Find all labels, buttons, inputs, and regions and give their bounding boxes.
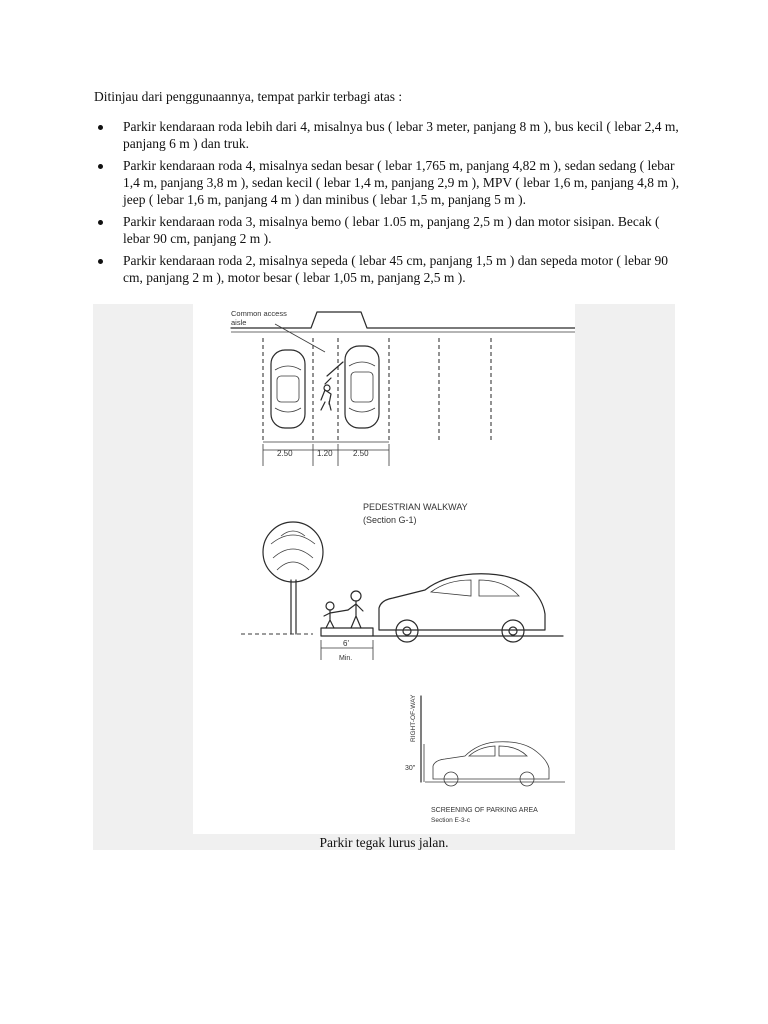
dimension-right-label: 2.50 — [353, 449, 369, 458]
tree-icon — [263, 522, 323, 634]
list-item — [94, 252, 680, 286]
dimension-left-label: 2.50 — [277, 449, 293, 458]
list-item-text: Parkir kendaraan roda lebih dari 4, misalnya bus ( lebar 3 meter, panjang 8 m ), bus kecil ( lebar 2,4 m, panjang 6 m ) dan truk. — [123, 119, 679, 151]
walkway-curb — [321, 628, 373, 636]
figure-caption: Parkir tegak lurus jalan. — [319, 835, 449, 850]
adult-figure-icon — [348, 591, 363, 628]
screening-section-label: Section E-3-c — [431, 817, 471, 824]
screen-height-label: 30" — [405, 765, 416, 772]
walkway-section-label: (Section G-1) — [363, 515, 417, 525]
right-of-way-label: RIGHT-OF-WAY — [410, 694, 417, 742]
walkway-section-view — [241, 502, 563, 662]
list-item-text: Parkir kendaraan roda 2, misalnya sepeda ( lebar 45 cm, panjang 1,5 m ) dan sepeda motor ( lebar 90 cm, panjang 2 m ), motor besar ( lebar 1,05 m, panjang 2,5 m ). — [123, 253, 669, 285]
parking-drawing-svg — [193, 304, 575, 834]
plan-label-line2: aisle — [231, 318, 247, 327]
child-figure-icon — [324, 602, 348, 628]
screening-section-view — [405, 694, 565, 824]
list-item-text: Parkir kendaraan roda 4, misalnya sedan besar ( lebar 1,765 m, panjang 4,82 m ), sedan sedang ( lebar 1,4 m, panjang 3,8 m ), sedan kecil ( lebar 1,4 m, panjang 2,9 m ), MPV ( lebar 1,6 m, panjang 4,8 m ), jeep ( lebar 1,6 m, panjang 4 m ) dan minibus ( lebar 1,5 m, panjang 5 m ). — [123, 158, 680, 207]
car-side-view — [433, 742, 549, 786]
walkway-dimension-label: 6' — [343, 639, 349, 648]
bullet-dot-icon — [98, 259, 103, 264]
figure-panel — [93, 304, 675, 850]
parking-plan-view — [231, 309, 575, 466]
list-item — [94, 157, 680, 208]
list-item-text: Parkir kendaraan roda 3, misalnya bemo ( lebar 1.05 m, panjang 2,5 m ) dan motor sisipan. Becak ( lebar 90 cm, panjang 2 m ). — [123, 214, 660, 246]
walkway-title: PEDESTRIAN WALKWAY — [363, 502, 468, 512]
bullet-dot-icon — [98, 220, 103, 225]
car-top-view — [271, 350, 305, 428]
plan-label-line1: Common access — [231, 309, 287, 318]
car-top-view — [345, 346, 379, 428]
bullet-dot-icon — [98, 164, 103, 169]
screening-title: SCREENING OF PARKING AREA — [431, 807, 538, 814]
dimension-middle-label: 1.20 — [317, 449, 333, 458]
intro-paragraph: Ditinjau dari penggunaannya, tempat parkir terbagi atas : — [94, 89, 403, 104]
list-item — [94, 118, 680, 152]
list-item — [94, 213, 680, 247]
car-side-view — [379, 574, 545, 642]
bullet-dot-icon — [98, 125, 103, 130]
parking-types-list — [94, 118, 680, 291]
pedestrian-head-icon — [324, 385, 330, 391]
parking-illustration — [193, 304, 575, 834]
walkway-dimension-note: Min. — [339, 655, 353, 662]
